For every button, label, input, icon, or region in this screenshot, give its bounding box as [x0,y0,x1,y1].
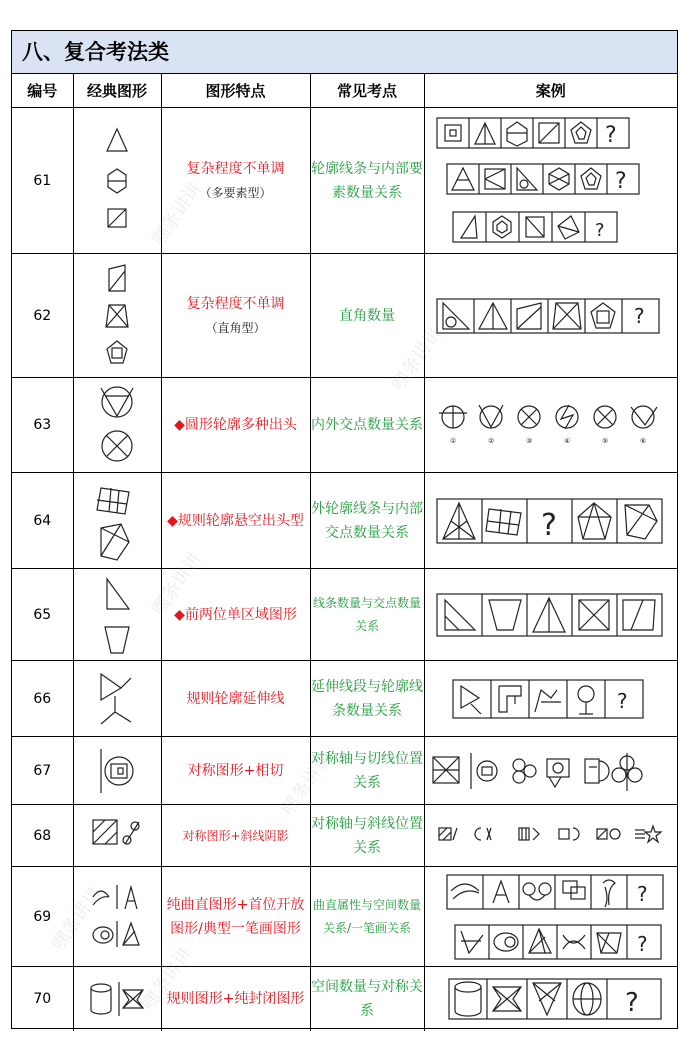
example-figures [424,254,677,378]
svg-text:③: ③ [525,437,533,445]
table-row [12,108,677,254]
svg-text:②: ② [487,437,495,445]
row-number: 63 [12,378,73,473]
table-row [12,967,677,1031]
example-figures [424,473,677,569]
watermark: 嘿条讲讲 [47,883,107,955]
classic-figure [73,569,161,661]
feature-text: ◆规则轮廓悬空出头型 [161,473,310,569]
header-row [12,74,677,108]
table-row [12,569,677,661]
row-number: 65 [12,569,73,661]
watermark: 嘿条讲讲 [137,943,197,1015]
exam-point: 线条数量与交点数量关系 [310,569,424,661]
exam-point: 对称轴与切线位置关系 [310,737,424,805]
rules-sheet [11,30,678,1029]
exam-point: 内外交点数量关系 [310,378,424,473]
classic-figure [73,967,161,1031]
row-number: 69 [12,867,73,967]
row-number: 62 [12,254,73,378]
header-figure: 经典图形 [73,74,161,108]
svg-text:④: ④ [563,437,571,445]
exam-point: 曲直属性与空间数量关系/一笔画关系 [310,867,424,967]
feature-text: 复杂程度不单调 [186,295,285,312]
table-row [12,737,677,805]
row-number: 61 [12,108,73,254]
feature-subtext: （多要素型） [199,185,272,200]
svg-text:⑤: ⑤ [601,437,609,445]
question-mark-icon: ? [636,931,648,956]
question-mark-icon: ? [633,303,645,328]
exam-point: 轮廓线条与内部要素数量关系 [310,108,424,254]
example-figures [424,805,677,867]
exam-point: 延伸线段与轮廓线条数量关系 [310,661,424,737]
feature-text: 规则轮廓延伸线 [161,661,310,737]
classic-figure [73,805,161,867]
classic-figure [73,737,161,805]
row-number: 68 [12,805,73,867]
feature-text: 规则图形+纯封闭图形 [161,967,310,1031]
exam-point: 对称轴与斜线位置关系 [310,805,424,867]
watermark: 嘿条讲讲 [147,548,207,620]
question-mark-icon: ? [594,219,605,241]
header-num: 编号 [12,74,73,108]
table-row [12,867,677,967]
feature-text: ◆前两位单区域图形 [161,569,310,661]
section-title: 八、复合考法类 [12,31,677,74]
question-mark-icon: ? [624,987,639,1018]
row-number: 70 [12,967,73,1031]
row-number: 67 [12,737,73,805]
exam-point: 直角数量 [310,254,424,378]
feature-text: 对称图形+斜线阴影 [161,805,310,867]
question-mark-icon: ? [636,881,648,906]
svg-text:①: ① [449,437,457,445]
question-mark-icon: ? [614,168,627,194]
feature-text: ◆圆形轮廓多种出头 [161,378,310,473]
classic-figure [73,108,161,254]
table-row [12,254,677,378]
feature-text: 复杂程度不单调 [186,160,285,177]
classic-figure [73,473,161,569]
exam-point: 外轮廓线条与内部交点数量关系 [310,473,424,569]
row-number: 64 [12,473,73,569]
exam-point: 空间数量与对称关系 [310,967,424,1031]
example-figures [424,569,677,661]
triangle-icon [107,129,127,151]
watermark: 嘿条讲讲 [147,178,207,250]
question-mark-icon: ? [604,122,617,148]
rules-table [12,74,677,1031]
example-figures [424,967,677,1031]
example-figures [424,737,677,805]
svg-text:⑥: ⑥ [639,437,647,445]
watermark: 嘿条讲讲 [277,748,337,820]
table-row [12,473,677,569]
classic-figure [73,661,161,737]
question-mark-icon: ? [540,507,557,543]
table-row [12,805,677,867]
feature-subtext: （直角型） [205,320,266,335]
example-figures [424,661,677,737]
row-number: 66 [12,661,73,737]
watermark: 嘿条讲讲 [387,323,447,395]
classic-figure [73,867,161,967]
table-row [12,661,677,737]
example-figures [424,108,677,254]
classic-figures-61 [87,121,147,241]
classic-figure [73,378,161,473]
question-mark-icon: ? [616,688,628,713]
header-example: 案例 [424,74,677,108]
example-figures [424,867,677,967]
classic-figure [73,254,161,378]
feature-text: 对称图形+相切 [161,737,310,805]
table-row [12,378,677,473]
example-61 [431,112,671,250]
example-figures [424,378,677,473]
feature-text: 纯曲直图形+首位开放图形/典型一笔画图形 [161,867,310,967]
header-feature: 图形特点 [161,74,310,108]
header-point: 常见考点 [310,74,424,108]
